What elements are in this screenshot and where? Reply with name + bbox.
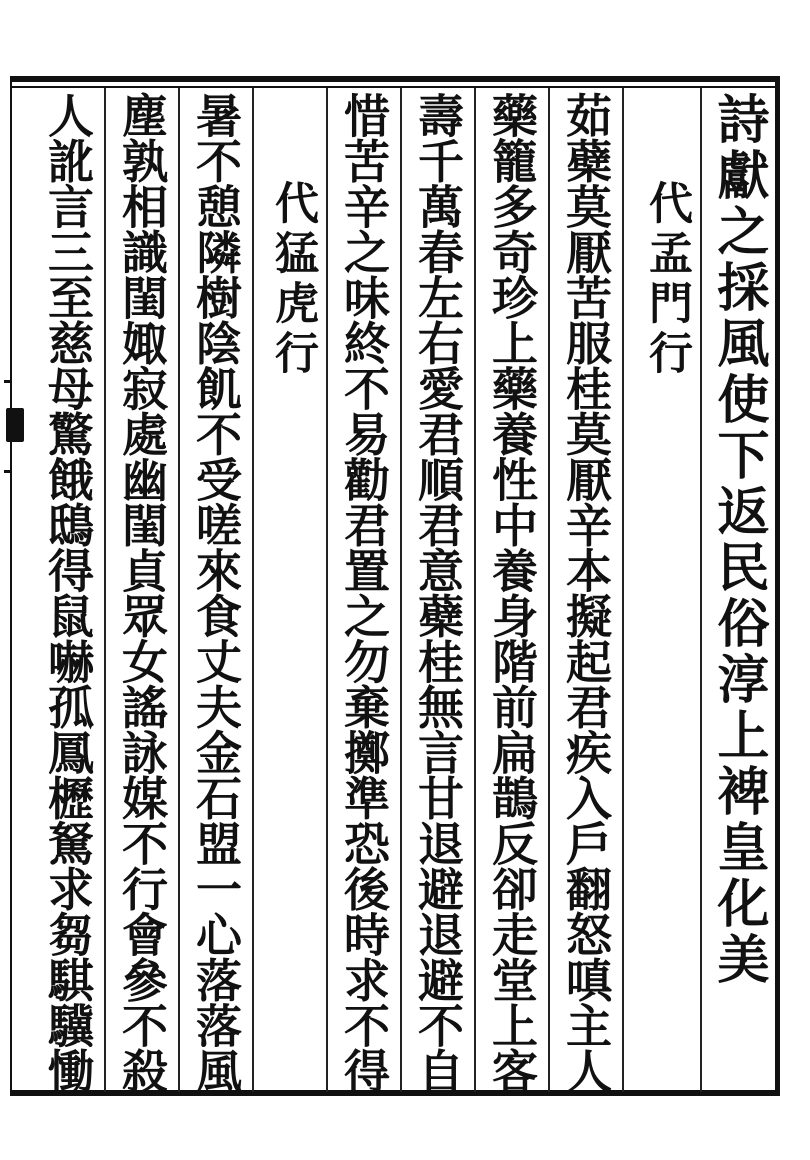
column-rule [622,88,624,1092]
column-rule [252,88,254,1092]
text-column: 壽千萬春左右愛君順君意蘗桂無言甘退避退避不自 [411,92,465,1093]
text-column: 塵孰相識閨娵寂處幽閨貞眾女謠詠媒不行會參不殺 [115,92,169,1093]
poem-title-meng-hu: 代猛虎行 [267,180,318,380]
column-rule [178,88,180,1092]
poem-title-meng-men: 代孟門行 [641,180,692,380]
margin-tick-icon [4,380,10,383]
text-column: 人訛言三至慈母驚餓鴟得鼠嚇孤鳳櫪駑求芻騏驥慟 [41,92,95,1093]
column-rule [700,88,702,1092]
column-rule [548,88,550,1092]
text-column-title: 詩獻之採風使下返民俗淳上裨皇化美 [708,92,769,988]
column-rule [104,88,106,1092]
margin-marker-icon [6,408,24,442]
column-rule [326,88,328,1092]
column-rule [400,88,402,1092]
text-column: 藥籠多奇珍上藥養性中養身階前扁鵲反卻走堂上客 [485,92,539,1093]
column-rule [474,88,476,1092]
text-column: 暑不憩隣樹陰飢不受嗟來食丈夫金石盟一心落落風 [189,92,243,1093]
text-column: 惜苦辛之味終不易勸君置之勿棄擲準恐後時求不得 [337,92,391,1093]
top-rule [10,86,780,88]
text-column: 茹蘗莫厭苦服桂莫厭辛本擬起君疾入戶翻怒嗔主人 [559,92,613,1093]
margin-tick-icon [4,470,10,473]
